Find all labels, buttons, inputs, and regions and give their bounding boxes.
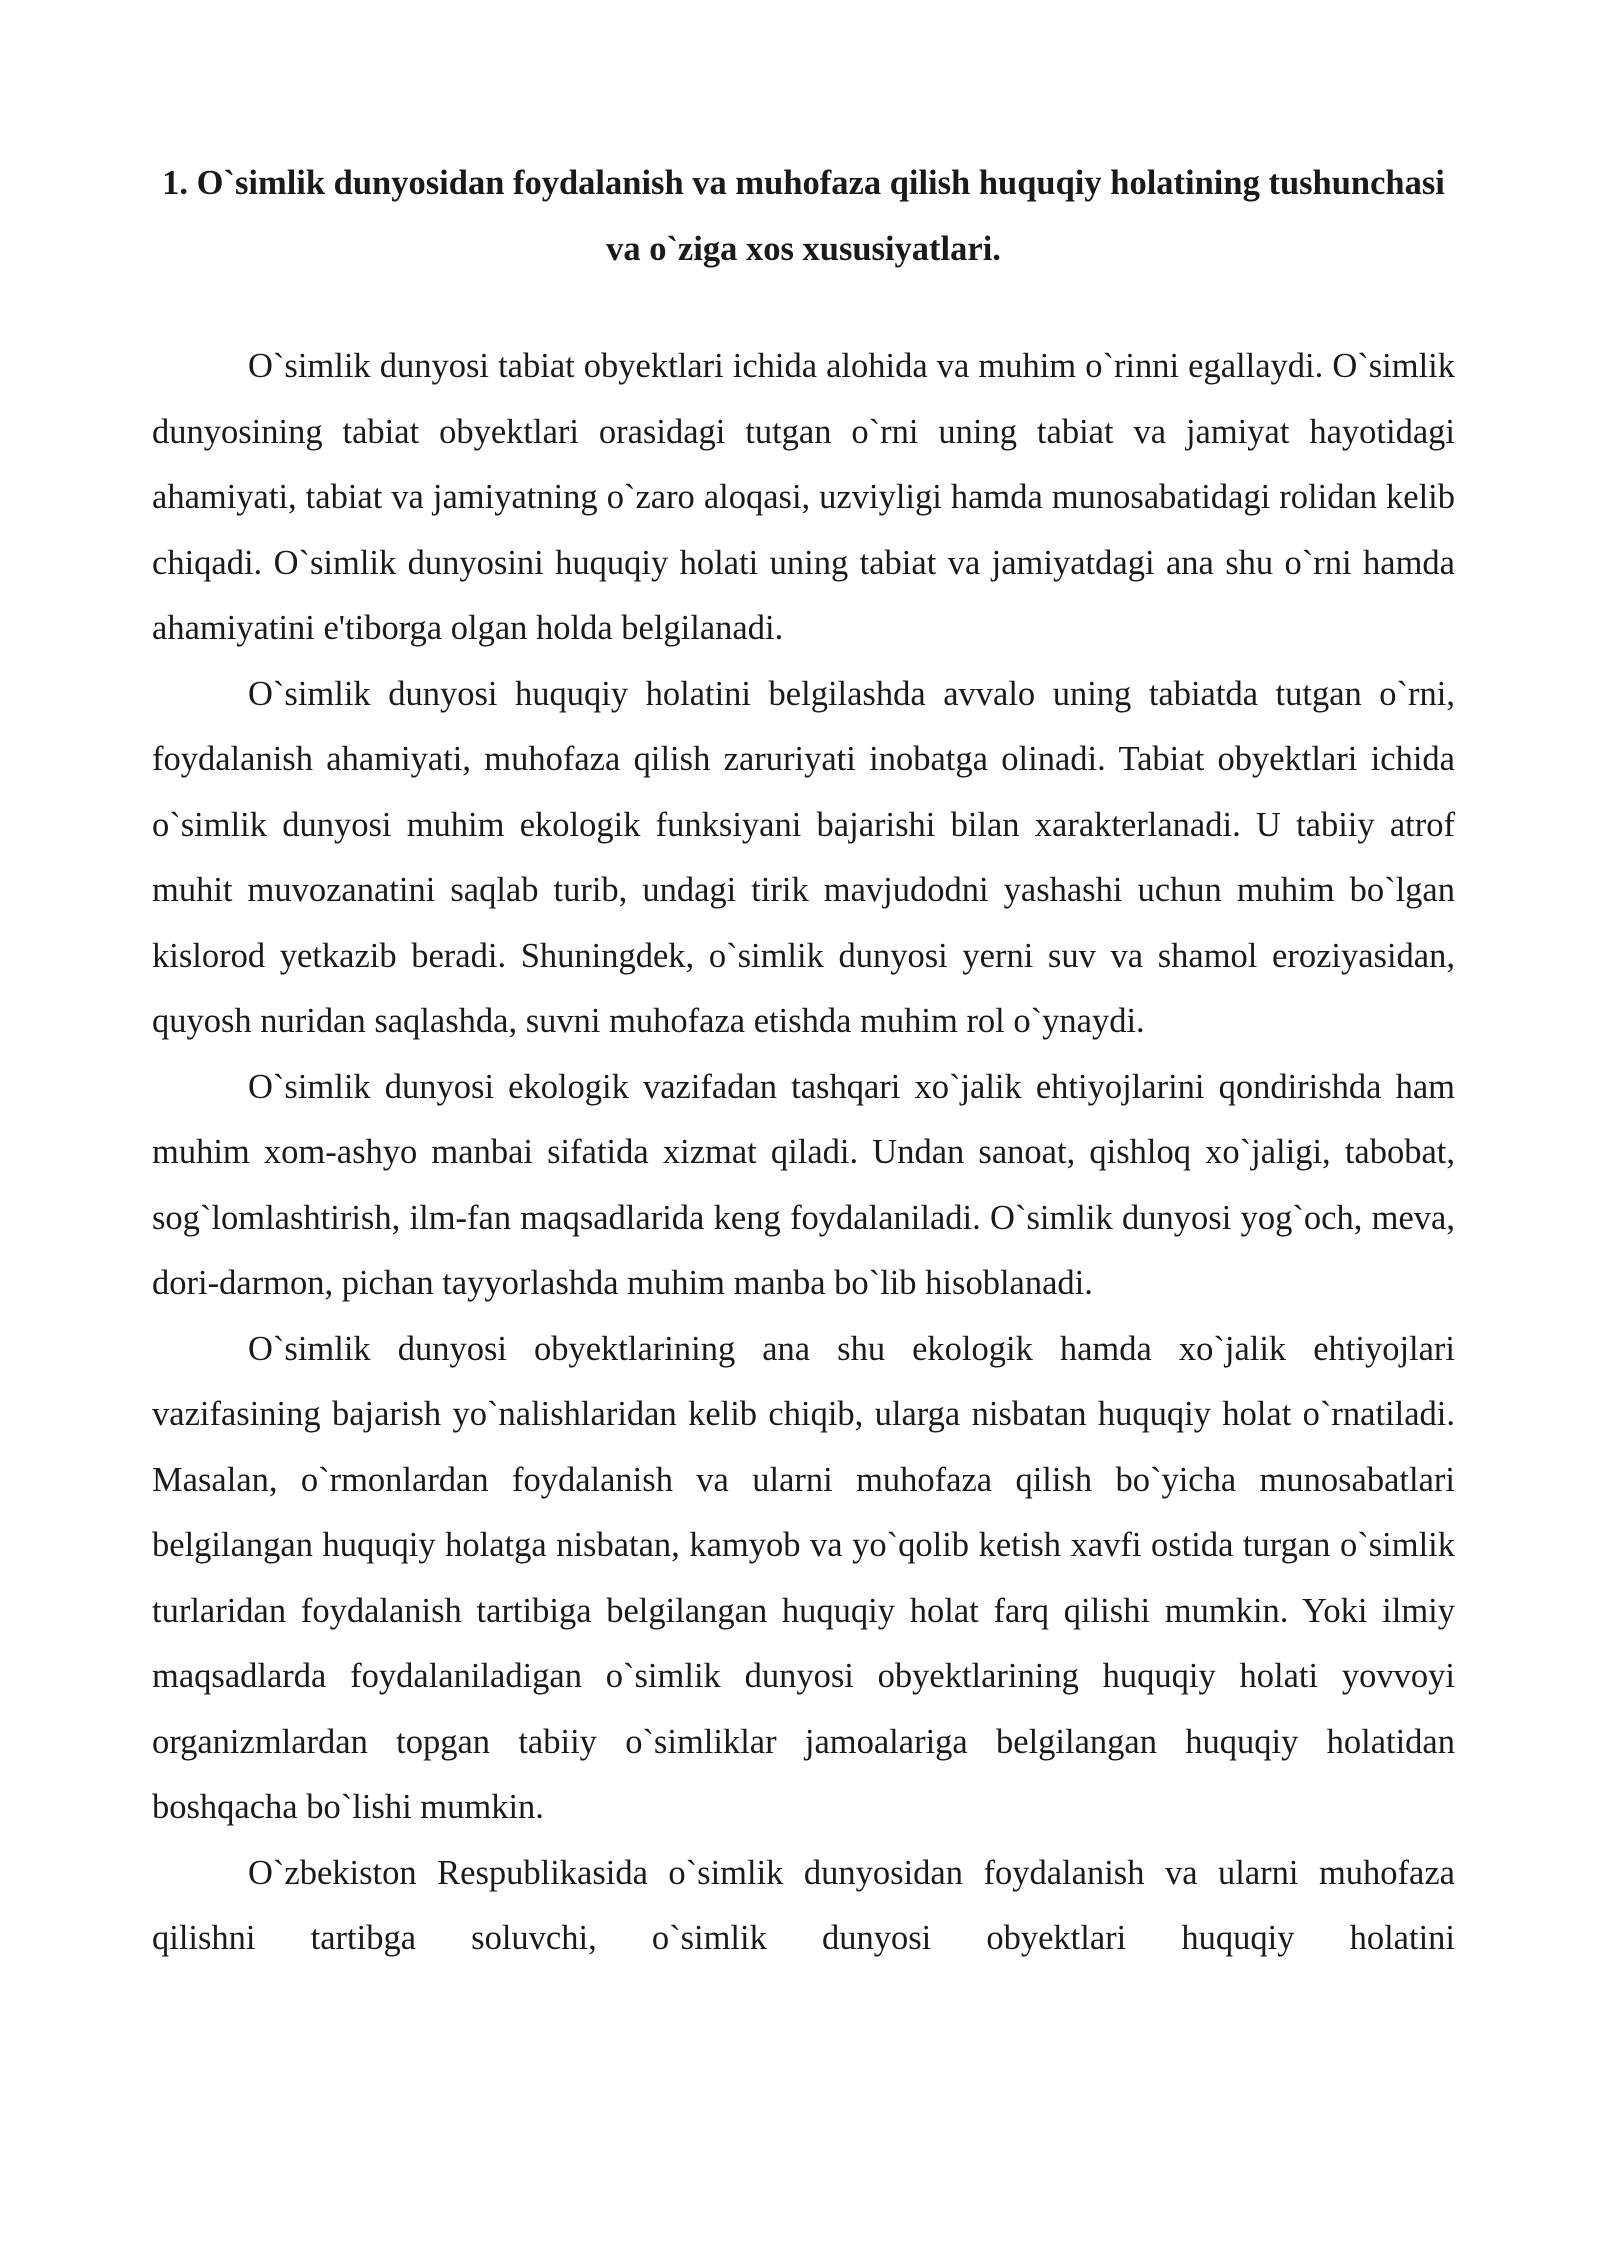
paragraph-1: O`simlik dunyosi tabiat obyektlari ichida alohida va muhim o`rinni egallaydi. O`simlik dunyosining tabiat obyektlari orasidagi tutgan o`rni uning tabiat va jamiyat hayotidagi ahamiyati, tabiat va jamiyatning o`zaro aloqasi, uzviyligi hamda munosabatidagi rolidan kelib chiqadi. O`simlik dunyosini huquqiy holati uning tabiat va jamiyatdagi ana shu o`rni hamda ahamiyatini e'tiborga olgan holda belgilanadi. [152,347,1455,647]
document-heading: 1. O`simlik dunyosidan foydalanish va muhofaza qilish huquqiy holatining tushunchasi va o`ziga xos xususiyatlari. [162,164,1445,268]
document-page [152,150,1455,1972]
paragraph-3: O`simlik dunyosi ekologik vazifadan tashqari xo`jalik ehtiyojlarini qondirishda ham muhim xom-ashyo manbai sifatida xizmat qiladi. Undan sanoat, qishloq xo`jaligi, tabobat, sog`lomlashtirish, ilm-fan maqsadlarida keng foydalaniladi. O`simlik dunyosi yog`och, meva, dori-darmon, pichan tayyorlashda muhim manba bo`lib hisoblanadi. [152,1067,1455,1302]
paragraph-2: O`simlik dunyosi huquqiy holatini belgilashda avvalo uning tabiatda tutgan o`rni, foydalanish ahamiyati, muhofaza qilish zaruriyati inobatga olinadi. Tabiat obyektlari ichida o`simlik dunyosi muhim ekologik funksiyani bajarishi bilan xarakterlanadi. U tabiiy atrof muhit muvozanatini saqlab turib, undagi tirik mavjudodni yashashi uchun muhim bo`lgan kislorod yetkazib beradi. Shuningdek, o`simlik dunyosi yerni suv va shamol eroziyasidan, quyosh nuridan saqlashda, suvni muhofaza etishda muhim rol o`ynaydi. [152,674,1455,1040]
paragraph-5: O`zbekiston Respublikasida o`simlik dunyosidan foydalanish va ularni muhofaza qilishni tartibga soluvchi, o`simlik dunyosi obyektlari huquqiy holatini [152,1853,1455,1957]
paragraph-4: O`simlik dunyosi obyektlarining ana shu ekologik hamda xo`jalik ehtiyojlari vazifasining bajarish yo`nalishlaridan kelib chiqib, ularga nisbatan huquqiy holat o`rnatiladi. Masalan, o`rmonlardan foydalanish va ularni muhofaza qilish bo`yicha munosabatlari belgilangan huquqiy holatga nisbatan, kamyob va yo`qolib ketish xavfi ostida turgan o`simlik turlaridan foydalanish tartibiga belgilangan huquqiy holat farq qilishi mumkin. Yoki ilmiy maqsadlarda foydalaniladigan o`simlik dunyosi obyektlarining huquqiy holati yovvoyi organizmlardan topgan tabiiy o`simliklar jamoalariga belgilangan huquqiy holatidan boshqacha bo`lishi mumkin. [152,1329,1455,1826]
